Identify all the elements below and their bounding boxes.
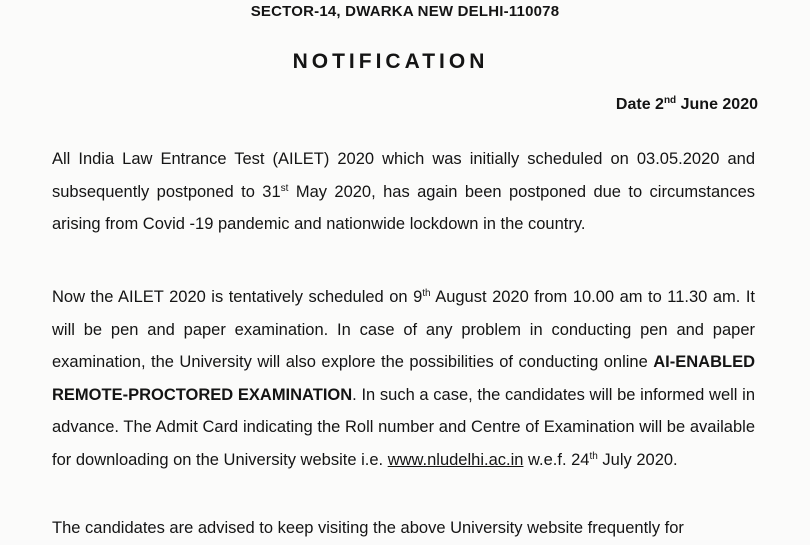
para2-ordinal-b: th [589,450,598,462]
date-suffix: June 2020 [676,96,758,113]
paragraph-schedule [52,281,755,476]
para2-text-c: . In such a case, the candidates will be informed well in advance. The Admit Card indicating the Roll number and Centre of Examination will be available for downloading on the University website i.e. [52,385,756,469]
para2-text-e: July 2020. [597,450,678,469]
paragraph-postponement [52,143,755,241]
para1-text-a: All India Law Entrance Test (AILET) 2020 which was initially scheduled on 03.05.2020 and subsequently postponed to 31 [52,150,755,201]
notification-title: NOTIFICATION [292,50,489,73]
date-ordinal: nd [663,95,677,106]
university-website-link[interactable]: www.nludelhi.ac.in [387,450,524,469]
paragraph-advisory: The candidates are advised to keep visiting the above University website frequently for [52,519,684,537]
para1-ordinal: st [280,182,289,194]
para2-text-b: August 2020 from 10.00 am to 11.30 am. It will be pen and paper examination. In case of any problem in conducting pen and paper examination, the University will also explore the possibilities of conducting online [52,288,755,371]
university-address: SECTOR-14, DWARKA NEW DELHI-110078 [250,3,560,20]
notification-date [616,96,758,114]
para2-text-a: Now the AILET 2020 is tentatively scheduled on 9 [52,288,423,306]
para1-text-b: May 2020, has again been postponed due to circumstances arising from Covid -19 pandemic and nationwide lockdown in the country. [52,182,755,233]
date-prefix: Date 2 [615,96,664,113]
para2-ordinal-a: th [422,288,431,299]
exam-mode-bold: AI-ENABLED REMOTE-PROCTORED EXAMINATION [52,353,755,404]
para2-text-d: w.e.f. 24 [523,450,590,469]
